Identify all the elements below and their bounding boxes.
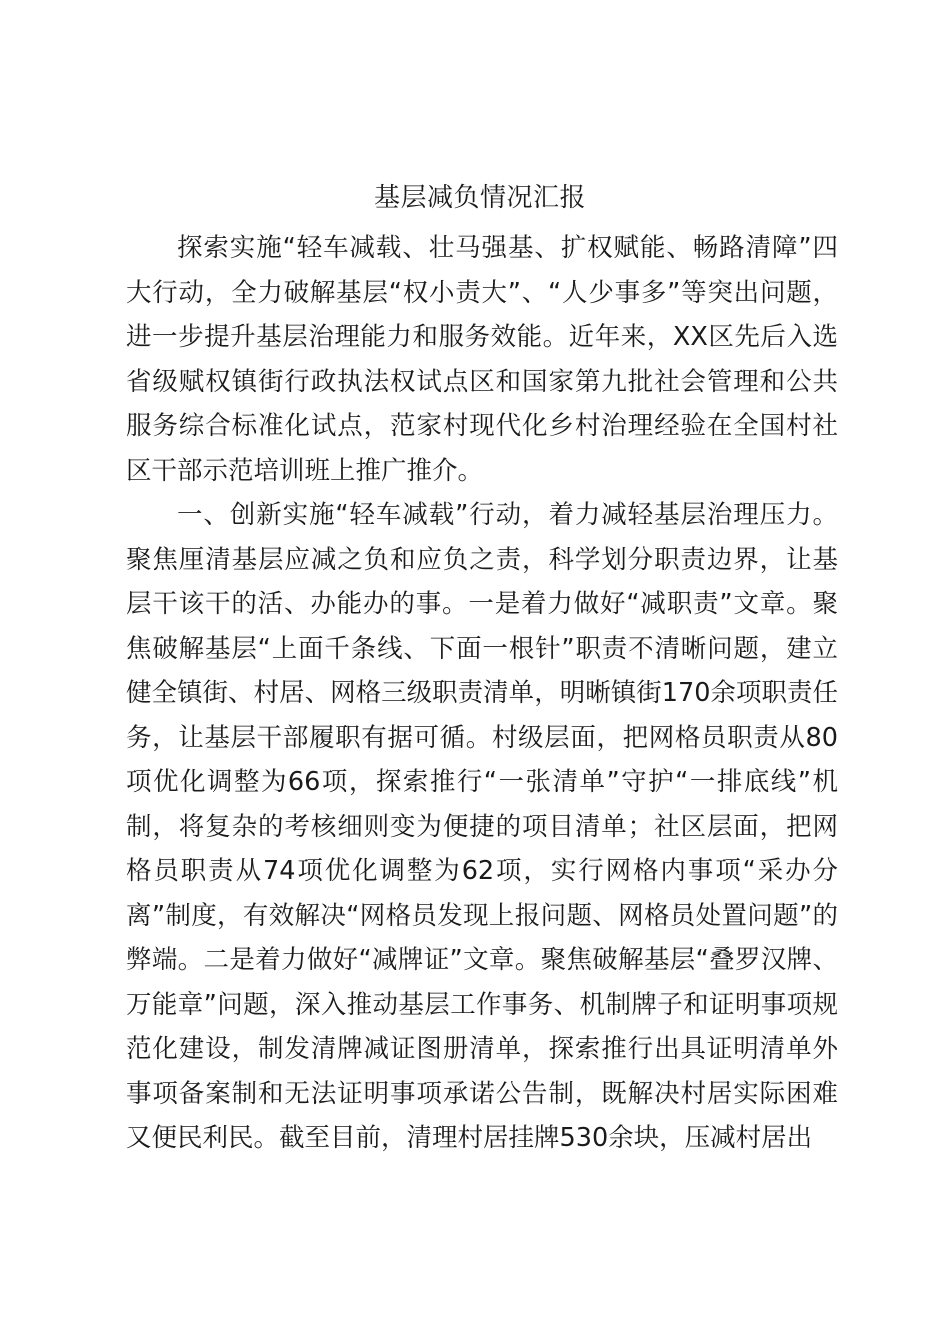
document-body-top	[126, 226, 838, 493]
document-title: 基层减负情况汇报	[373, 183, 586, 213]
document-body-section	[126, 493, 838, 1161]
paragraph-section-one: 一、创新实施“轻车减载”行动，着力减轻基层治理压力。聚焦厘清基层应减之负和应负之责，科学划分职责边界，让基层干该干的活、办能办的事。一是着力做好“减职责”文章。聚焦破解基层“上面千条线、下面一根针”职责不清晰问题，建立健全镇街、村居、网格三级职责清单，明晰镇街170余项职责任务，让基层干部履职有据可循。村级层面，把网格员职责从80项优化调整为66项，探索推行“一张清单”守护“一排底线”机制，将复杂的考核细则变为便捷的项目清单；社区层面，把网格员职责从74项优化调整为62项，实行网格内事项“采办分离”制度，有效解决“网格员发现上报问题、网格员处置问题”的弊端。二是着力做好“减牌证”文章。聚焦破解基层“叠罗汉牌、万能章”问题，深入推动基层工作事务、机制牌子和证明事项规范化建设，制发清牌减证图册清单，探索推行出具证明清单外事项备案制和无法证明事项承诺公告制，既解决村居实际困难又便民利民。截至目前，清理村居挂牌530余块，压减村居出	[126, 500, 838, 1153]
paragraph-intro: 探索实施“轻车减载、壮马强基、扩权赋能、畅路清障”四大行动，全力破解基层“权小责大”、“人少事多”等突出问题，进一步提升基层治理能力和服务效能。近年来，XX区先后入选省级赋权镇街行政执法权试点区和国家第九批社会管理和公共服务综合标准化试点，范家村现代化乡村治理经验在全国村社区干部示范培训班上推广推介。	[126, 233, 838, 486]
